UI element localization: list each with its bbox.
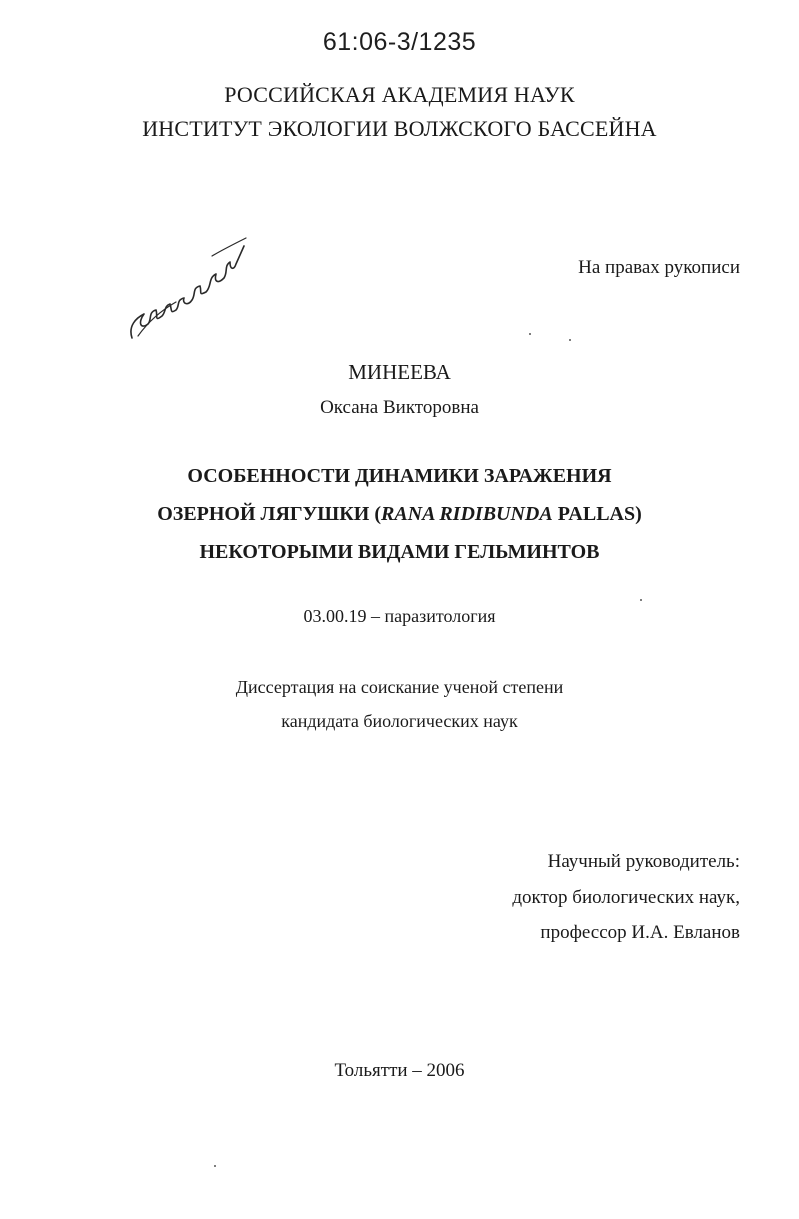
scan-speck bbox=[529, 333, 531, 335]
thesis-title-line-2 bbox=[0, 503, 799, 526]
specialty-code: 03.00.19 – паразитология bbox=[303, 606, 496, 626]
scan-speck bbox=[214, 1165, 216, 1167]
author-given-names: Оксана Викторовна bbox=[320, 397, 479, 418]
scan-speck bbox=[640, 599, 642, 601]
author-surname: МИНЕЕВА bbox=[348, 360, 451, 384]
thesis-title-line-3: НЕКОТОРЫМИ ВИДАМИ ГЕЛЬМИНТОВ bbox=[199, 541, 600, 563]
supervisor-degree: доктор биологических наук, bbox=[512, 887, 740, 908]
manuscript-rights-note: На правах рукописи bbox=[578, 257, 740, 278]
degree-line-1: Диссертация на соискание ученой степени bbox=[235, 677, 564, 697]
title-line-2-prefix: ОЗЕРНОЙ ЛЯГУШКИ ( bbox=[157, 503, 381, 525]
thesis-title-line-1: ОСОБЕННОСТИ ДИНАМИКИ ЗАРАЖЕНИЯ bbox=[187, 465, 612, 487]
supervisor-heading: Научный руководитель: bbox=[547, 851, 740, 872]
species-name: RANA RIDIBUNDA bbox=[380, 503, 553, 525]
archive-code: 61:06-3/1235 bbox=[322, 28, 477, 56]
title-line-2-suffix: PALLAS) bbox=[552, 503, 642, 525]
organization-academy: РОССИЙСКАЯ АКАДЕМИЯ НАУК bbox=[224, 82, 575, 107]
supervisor-name: профессор И.А. Евланов bbox=[540, 922, 740, 943]
scan-speck bbox=[569, 339, 571, 341]
degree-line-2: кандидата биологических наук bbox=[281, 711, 518, 731]
organization-institute: ИНСТИТУТ ЭКОЛОГИИ ВОЛЖСКОГО БАССЕЙНА bbox=[142, 116, 657, 141]
city-year: Тольятти – 2006 bbox=[334, 1060, 465, 1081]
handwritten-signature bbox=[118, 226, 248, 346]
